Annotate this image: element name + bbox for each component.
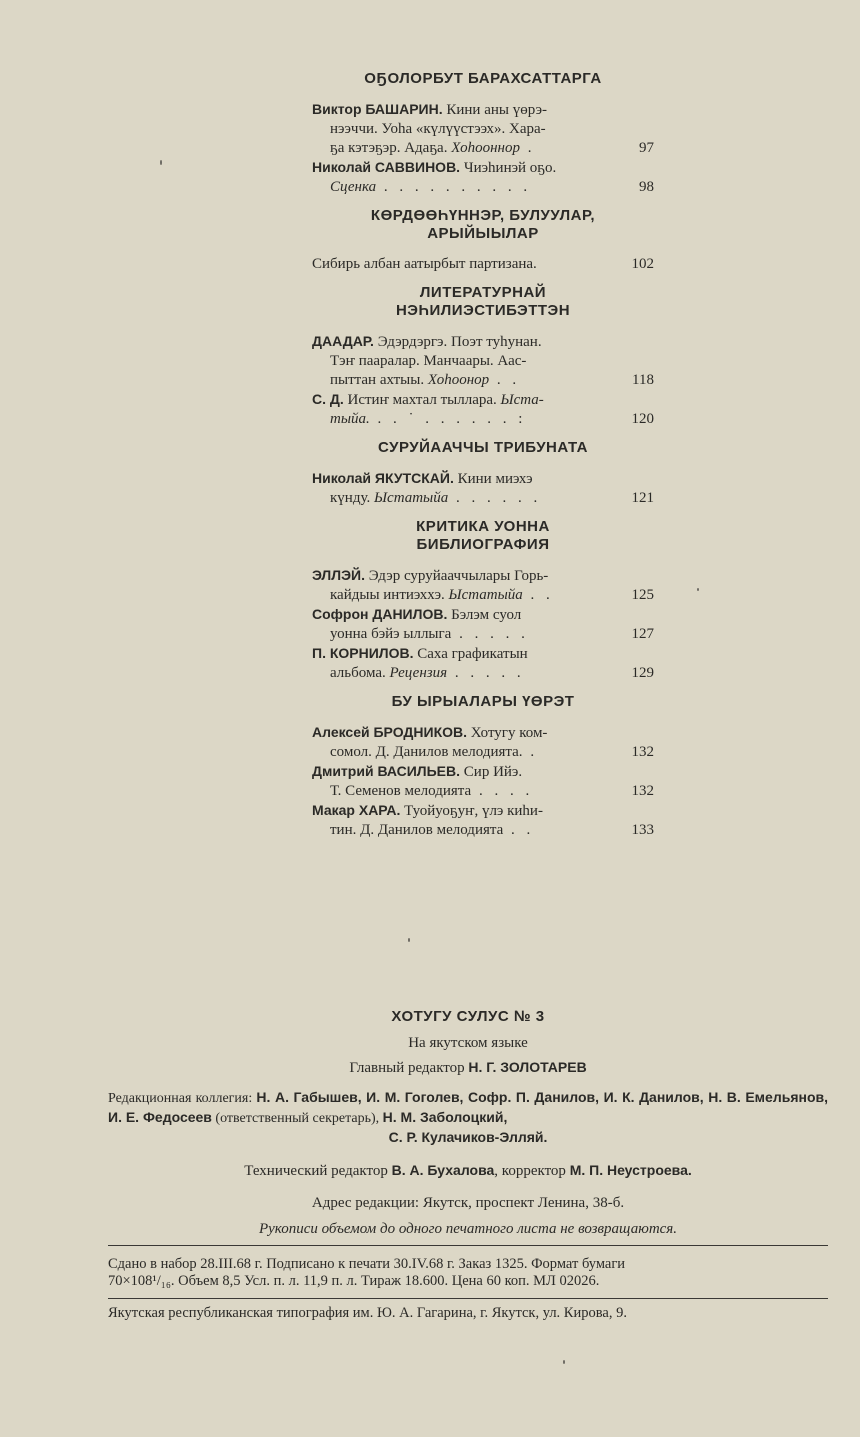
- entry-genre: Хоһоонор: [427, 372, 490, 388]
- toc-entry: [312, 332, 654, 390]
- entry-author: Софрон ДАНИЛОВ.: [312, 606, 448, 622]
- entry-title: Эдэр суруйааччылары Горь-: [365, 568, 549, 584]
- leader-dots: . . . .: [471, 783, 534, 799]
- entry-title: сомол. Д. Данилов мелодията.: [330, 744, 523, 760]
- divider: [108, 1298, 828, 1299]
- leader-dots: . .: [522, 587, 554, 603]
- print-line-1: Сдано в набор 28.III.68 г. Подписано к печати 30.IV.68 г. Заказ 1325. Формат бумаги: [108, 1256, 626, 1272]
- entry-title: Кини аны үөрэ-: [442, 102, 548, 118]
- leader-dots: . . . . . . . . . .: [376, 179, 532, 195]
- entry-title: пыттан ахтыы.: [330, 372, 428, 388]
- corrector-label: , корректор: [494, 1163, 570, 1179]
- section-heading: БИБЛИОГРАФИЯ: [416, 536, 550, 553]
- entry-title: күнду.: [330, 490, 374, 506]
- entry-genre: Ыстатыйа: [373, 490, 449, 506]
- page-number: 102: [631, 256, 654, 272]
- toc-entry: [312, 469, 654, 508]
- entry-title: Чиэһинэй оҕо.: [460, 160, 557, 176]
- board-label: Редакционная коллегия:: [108, 1091, 257, 1106]
- board-last: С. Р. Кулачиков-Элляй.: [388, 1129, 548, 1145]
- leader-dots: . . . . .: [447, 665, 525, 681]
- imprint: [108, 1008, 828, 1322]
- entry-title: ҕа кэтэҕэр. Адаҕа.: [330, 140, 452, 156]
- toc-section: [312, 439, 654, 508]
- toc-entry: [312, 605, 654, 644]
- entry-author: Макар ХАРА.: [312, 802, 401, 818]
- chief-editor-name: Н. Г. ЗОЛОТАРЕВ: [468, 1059, 587, 1075]
- corrector-name: М. П. Неустроева.: [569, 1162, 692, 1178]
- toc-section: [312, 693, 654, 840]
- leader-dots: .: [519, 140, 536, 156]
- section-heading: БУ ЫРЫАЛАРЫ ҮӨРЭТ: [391, 693, 575, 710]
- entry-author: Дмитрий ВАСИЛЬЕВ.: [312, 763, 461, 779]
- page-number: 129: [631, 665, 654, 681]
- tech-name: В. А. Бухалова: [391, 1162, 495, 1178]
- page-number: 125: [631, 587, 654, 603]
- toc-entry: [312, 801, 654, 840]
- entry-title: Сир Ийэ.: [460, 764, 523, 780]
- paper-speck: [160, 160, 162, 165]
- entry-title: Туойуоҕуҥ, үлэ киһи-: [400, 803, 543, 819]
- section-heading: ЛИТЕРАТУРНАЙ: [419, 284, 547, 301]
- chief-editor: [108, 1057, 828, 1078]
- page-number: 98: [639, 179, 654, 195]
- entry-title: Хотугу ком-: [467, 725, 548, 741]
- page-number: 132: [631, 783, 654, 799]
- section-heading: КРИТИКА УОННА: [416, 518, 550, 535]
- entry-genre: Сценка: [330, 179, 377, 195]
- section-heading: КӨРДӨӨҺҮННЭР, БУЛУУЛАР,: [370, 207, 596, 224]
- leader-dots: . .: [503, 822, 535, 838]
- technical-editor: [108, 1160, 828, 1181]
- entry-title: Тэҥ пааралар. Манчаары. Аас-: [330, 353, 527, 369]
- toc-entry: [312, 644, 654, 683]
- paper-speck: [563, 1360, 565, 1364]
- leader-dots: . . ˙ . . . . . . :: [369, 411, 527, 427]
- entry-title: Кини миэхэ: [453, 471, 533, 487]
- chief-editor-label: Главный редактор: [349, 1060, 469, 1076]
- page-number: 120: [631, 411, 654, 427]
- entry-genre: Ыстатыйа: [448, 587, 523, 603]
- journal-title: ХОТУГУ СУЛУС № 3: [391, 1008, 545, 1025]
- toc-section: [312, 70, 654, 197]
- table-of-contents: [312, 70, 654, 850]
- leader-dots: . . . . .: [451, 626, 529, 642]
- page-number: 133: [631, 822, 654, 838]
- print-line-2: 70×108¹/₁₆. Объем 8,5 Усл. п. л. 11,9 п. л. Тираж 18.600. Цена 60 коп. МЛ 02026.: [108, 1273, 600, 1289]
- entry-author: ДААДАР.: [312, 333, 374, 349]
- printer-line: Якутская республиканская типография им. Ю. А. Гагарина, г. Якутск, ул. Кирова, 9.: [108, 1305, 627, 1321]
- page-number: 97: [639, 140, 654, 156]
- entry-title: Саха графикатын: [413, 646, 528, 662]
- toc-section: [312, 207, 654, 274]
- entry-title: кайдыы интиэххэ.: [330, 587, 449, 603]
- section-heading: СУРУЙААЧЧЫ ТРИБУНАТА: [378, 439, 588, 456]
- entry-author: Алексей БРОДНИКОВ.: [312, 724, 467, 740]
- paper-speck: [408, 938, 410, 942]
- section-heading: АРЫЙЫЫЛАР: [427, 225, 539, 242]
- entry-title: Т. Семенов мелодията: [330, 783, 472, 799]
- leader-dots: .: [522, 744, 539, 760]
- board-members: Н. А. Габышев, И. М. Гоголев, Софр. П. Данилов, И. К. Данилов, Н. В. Емельянов, И. Е. Федосеев: [108, 1089, 828, 1125]
- page-number: 118: [632, 372, 654, 388]
- toc-entry: [312, 255, 654, 274]
- entry-author: Николай ЯКУТСКАЙ.: [312, 470, 454, 486]
- entry-genre: тыйа.: [330, 411, 370, 427]
- entry-title: Сибирь албан аатырбыт партизана.: [312, 256, 537, 272]
- entry-author: С. Д.: [312, 391, 344, 407]
- toc-entry: [312, 100, 654, 158]
- tech-label: Технический редактор: [244, 1163, 392, 1179]
- entry-genre: Рецензия: [389, 665, 448, 681]
- divider: [108, 1245, 828, 1246]
- entry-title: уонна бэйэ ыллыга: [330, 626, 452, 642]
- entry-title: Истиҥ махтал тыллара.: [343, 392, 501, 408]
- toc-entry: [312, 723, 654, 762]
- toc-section: [312, 284, 654, 429]
- entry-author: ЭЛЛЭЙ.: [312, 567, 365, 583]
- page-number: 127: [631, 626, 654, 642]
- page-number: 121: [631, 490, 654, 506]
- entry-genre: Хоһооннор: [451, 140, 520, 156]
- entry-title: Бэлэм суол: [447, 607, 522, 623]
- board-members-2: Н. М. Заболоцкий,: [382, 1109, 508, 1125]
- toc-entry: [312, 566, 654, 605]
- toc-entry: [312, 762, 654, 801]
- board-note: (ответственный секретарь),: [211, 1111, 383, 1126]
- manuscripts-note: Рукописи объемом до одного печатного листа не возвращаются.: [258, 1221, 678, 1237]
- section-heading: НЭҺИЛИЭСТИБЭТТЭН: [395, 302, 571, 319]
- entry-title: нээччи. Уоһа «күлүүстээх». Хара-: [330, 121, 546, 137]
- entry-author: П. КОРНИЛОВ.: [312, 645, 414, 661]
- entry-author: Николай САВВИНОВ.: [312, 159, 461, 175]
- address: Адрес редакции: Якутск, проспект Ленина, 38-б.: [311, 1195, 625, 1211]
- language-note: На якутском языке: [408, 1035, 528, 1051]
- toc-section: [312, 518, 654, 683]
- editorial-board: [108, 1088, 828, 1146]
- leader-dots: . .: [489, 372, 521, 388]
- toc-entry: [312, 390, 654, 429]
- entry-title: альбома.: [330, 665, 390, 681]
- entry-author: Виктор БАШАРИН.: [312, 101, 443, 117]
- entry-genre: Ыста-: [500, 392, 544, 408]
- leader-dots: . . . . . .: [448, 490, 542, 506]
- paper-speck: [697, 588, 699, 591]
- section-heading: ОҔОЛОРБУТ БАРАХСАТТАРГА: [364, 70, 602, 87]
- entry-title: Эдэрдэргэ. Поэт туһунан.: [373, 334, 542, 350]
- page-number: 132: [631, 744, 654, 760]
- toc-entry: [312, 158, 654, 197]
- entry-title: тин. Д. Данилов мелодията: [330, 822, 504, 838]
